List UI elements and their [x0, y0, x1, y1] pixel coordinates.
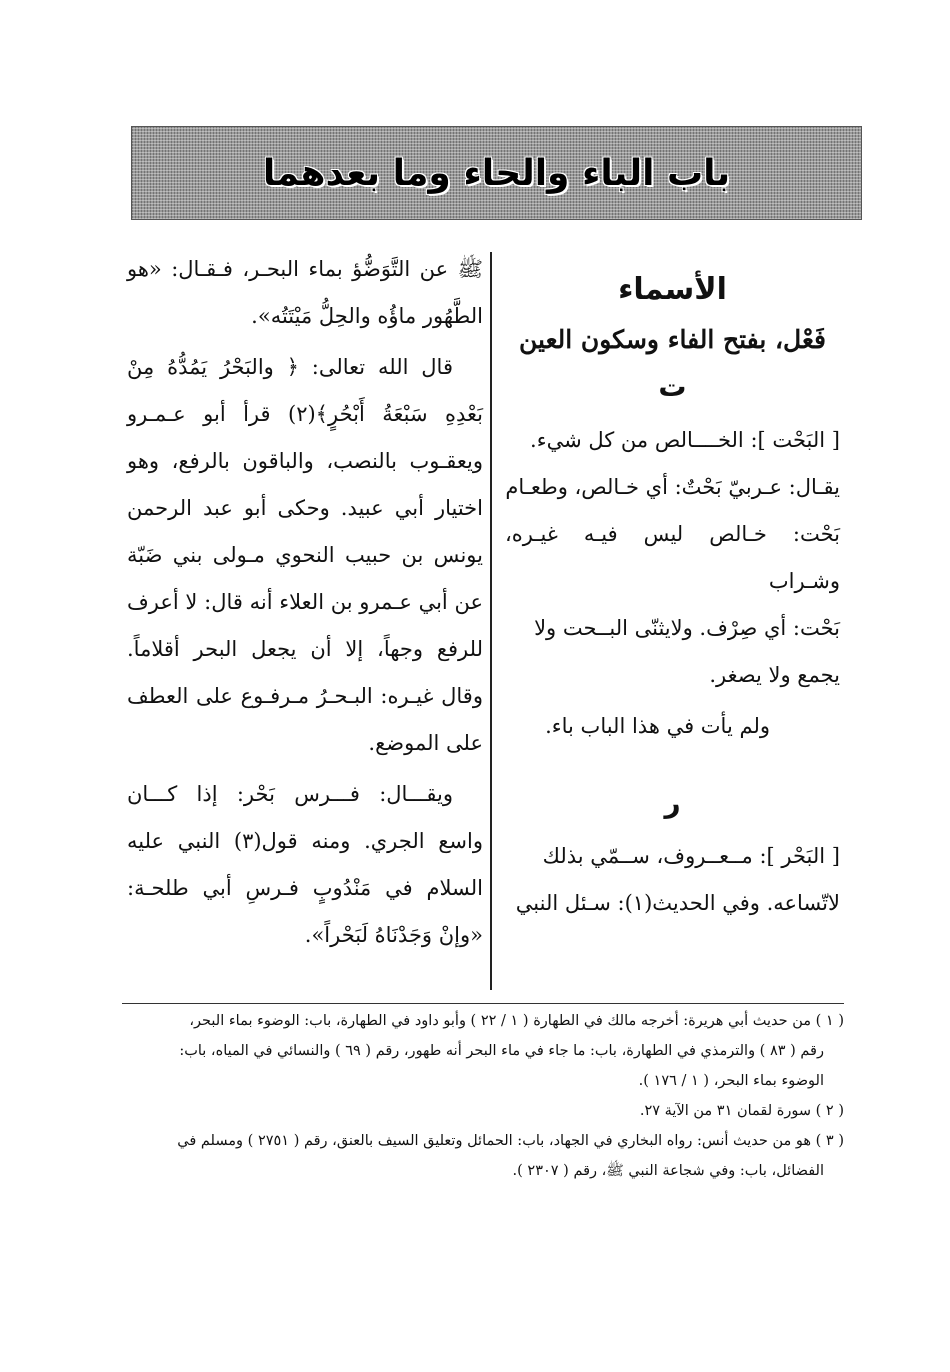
entry-bakht [505, 417, 840, 699]
paragraph: ويقـــال: فـــرس بَحْر: إذا كـــان واسع الجري. ومنه قول(٣) النبي عليه السلام في مَنْدُوبٍ فـرسِ أبي طلحـة: «وإنْ وَجَدْنَاهُ لَبَحْراً». [127, 782, 483, 947]
pattern-title: فَعْل، بفتح الفاء وسكون العين [519, 325, 826, 354]
paragraph: قال الله تعالى: ﴿ والبَحْرُ يَمُدُّهُ مِنْ بَعْدِهِ سَبْعَةُ أَبْحُرٍ﴾(٢) قرأ أبو عـمـرو ويعقـوب بالنصب، والباقون بالرفع، وهو اختيار أبي عبيد. وحكى أبو عبد الرحمن يونس بن حبيب النحوي مـولى بني ضَبّة عن أبي عـمرو بن العلاء أنه قال: لا أعرف للرفع وجهاً، إلا أن يجعل البحر أقلاماً. وقال غيـره: البـحـرُ مـرفـوع على العطف على الموضع. [127, 355, 483, 755]
chapter-note: ولم يأت في هذا الباب باء. [545, 714, 770, 738]
left-column [127, 246, 483, 959]
entry-line: يجمع ولا يصغر. [709, 663, 840, 687]
footnotes [122, 1006, 844, 1186]
section-title: الأسماء [618, 272, 727, 307]
footnote-line: ( ٢ ) سورة لقمان ٣١ من الآية ٢٧. [639, 1103, 844, 1119]
chapter-banner [131, 126, 862, 220]
paragraph: ﷺ عن التَّوَضُّؤ بماء البحـر، فـقـال: «هو الطَّهُور ماؤُه والحِلُّ مَيْتَتُه». [127, 257, 483, 328]
right-column [505, 262, 840, 927]
entry-line: بَحْت: أي صِرْف. ولايثنّى البــحت ولا [534, 616, 840, 640]
footnote-separator [122, 1003, 844, 1004]
entry-bahr [505, 833, 840, 927]
footnote-line: الفضائل، باب: وفي شجاعة النبي ﷺ، رقم ( ٢٣٠٧ ). [512, 1163, 824, 1179]
chapter-title: باب الباء والحاء وما بعدهما [262, 152, 731, 194]
entry-line: لاتّساعه. وفي الحديث(١): سـئل النبي [515, 891, 840, 915]
entry-line: بَحْت: خـالص ليس فيـه غيـره، وشـراب [505, 522, 840, 593]
footnote-line: رقم ( ٨٣ ) والترمذي في الطهارة، باب: ما جاء في ماء البحر أنه طهور، رقم ( ٦٩ ) والنسائي في المياه، باب: [179, 1043, 824, 1059]
letter-heading-ta: ت [658, 370, 687, 403]
entry-line: يقـال: عـربيّ بَحْتٌ: أي خـالص، وطعـام [505, 475, 840, 499]
footnote-line: ( ٣ ) هو من حديث أنس: رواه البخاري في الجهاد، باب: الحمائل وتعليق السيف بالعنق، رقم ( ٢٧٥١ ) ومسلم في [177, 1133, 844, 1149]
letter-heading-ra: ر [664, 786, 681, 819]
entry-line: [ البَحْت ]: الخــــالص من كل شيء. [530, 428, 840, 452]
column-divider [490, 252, 492, 990]
footnote-line: ( ١ ) من حديث أبي هريرة: أخرجه مالك في الطهارة ( ١ / ٢٢ ) وأبو داود في الطهارة، باب: الوضوء بماء البحر، [189, 1013, 844, 1029]
entry-line: [ البَحْر ]: مــعــروف، ســمّي بذلك [542, 844, 840, 868]
footnote-line: الوضوء بماء البحر، ( ١ / ١٧٦ ). [638, 1073, 824, 1089]
